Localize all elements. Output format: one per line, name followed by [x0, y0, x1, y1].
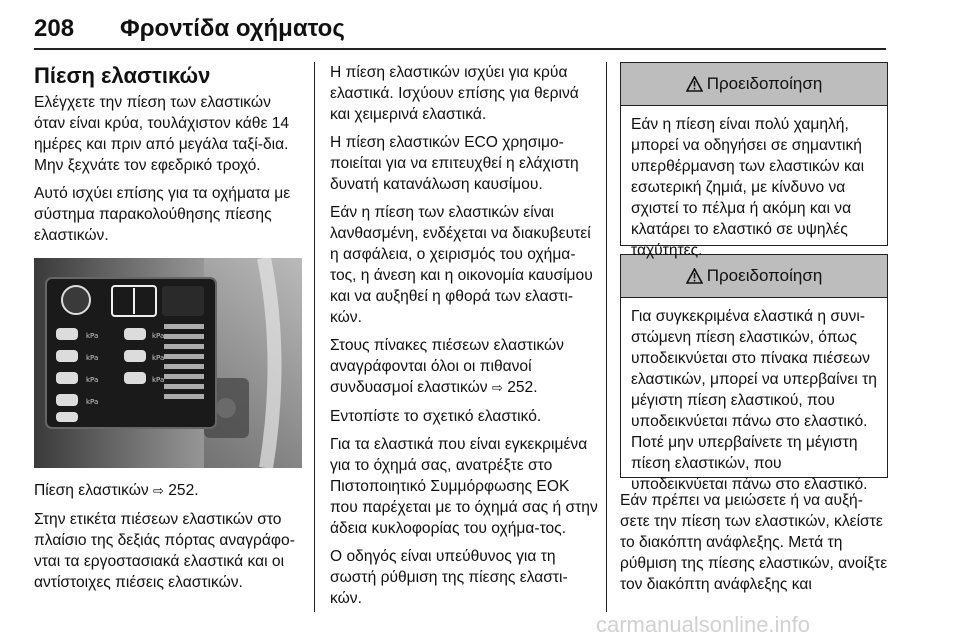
warning-title: Προειδοποίηση	[706, 266, 823, 285]
column-2	[330, 62, 598, 616]
page-number: 208	[34, 15, 75, 42]
paragraph: Η πίεση ελαστικών ισχύει για κρύα ελαστικά. Ισχύουν επίσης για θερινά και χειμερινά ελαστικά.	[330, 64, 579, 123]
warning-box	[620, 62, 888, 259]
page-reference-arrow-icon: ⇨	[153, 484, 164, 499]
paragraph: Αυτό ισχύει επίσης για τα οχήματα με σύστημα παρακολούθησης πίεσης ελαστικών.	[34, 185, 291, 244]
reference-text: Στους πίνακες πιέσεων ελαστικών αναγράφονται όλοι οι πιθανοί συνδυασμοί ελαστικών	[330, 337, 564, 396]
watermark: carmanualsonline.info	[596, 612, 811, 637]
column-divider	[606, 62, 607, 612]
warning-triangle-icon	[686, 268, 703, 284]
paragraph: Στην ετικέτα πιέσεων ελαστικών στο πλαίσιο της δεξιάς πόρτας αναγράφο-νται τα εργοστασιακά ελαστικά και οι αντίστοιχες πιέσεις ελαστικών.	[34, 511, 295, 591]
photo-kpa-label: kPa	[86, 354, 99, 362]
warning-body	[621, 106, 887, 269]
paragraph-with-reference	[34, 480, 302, 502]
paragraph: Για τα ελαστικά που είναι εγκεκριμένα για το όχημά σας, ανατρέξτε στο Πιστοποιητικό Συμμόρφωσης ΕΟΚ που παρέχεται με το όχημά σας ή στην άδεια κυκλοφορίας του οχήμα-τος.	[330, 436, 598, 537]
page-reference[interactable]: 252.	[507, 379, 538, 396]
photo-kpa-label: kPa	[86, 376, 99, 384]
photo-kpa-label: kPa	[152, 332, 165, 340]
paragraph-with-reference	[330, 335, 598, 399]
photo-kpa-label: kPa	[152, 354, 165, 362]
warning-header	[621, 63, 887, 106]
section-title: Φροντίδα οχήματος	[120, 15, 345, 42]
page-reference[interactable]: 252.	[168, 482, 199, 499]
column-1	[34, 62, 302, 600]
warning-title: Προειδοποίηση	[706, 74, 823, 93]
page-header	[34, 6, 886, 50]
paragraph: Εάν η πίεση των ελαστικών είναι λανθασμένη, ενδέχεται να διακυβευτεί η ασφάλεια, ο χειρισμός του οχήμα-τος, η άνεση και η οικονομία καυσίμου και να αυξηθεί η φθορά των ελαστι-κών.	[330, 204, 593, 326]
column-divider	[314, 62, 315, 612]
reference-text: Πίεση ελαστικών	[34, 482, 153, 499]
paragraph: Ελέγχετε την πίεση των ελαστικών όταν είναι κρύα, τουλάχιστον κάθε 14 ημέρες και πριν από μεγάλα ταξί-δια. Μην ξεχνάτε τον εφεδρικό τροχό.	[34, 94, 290, 174]
warning-body	[621, 298, 887, 503]
paragraph: Εάν πρέπει να μειώσετε ή να αυξή-σετε την πίεση των ελαστικών, κλείστε το διακόπτη ανάφλεξης. Μετά τη ρύθμιση της πίεσης ελαστικών, ανοίξτε τον διακόπτη ανάφλεξης και	[620, 492, 888, 593]
photo-kpa-label: kPa	[86, 398, 99, 406]
warning-text: Για συγκεκριμένα ελαστικά η συνι-στώμενη πίεση ελαστικών, όπως υποδεικνύεται στο πίνακα πιέσεων ελαστικών, μπορεί να υπερβαίνει τη μέγιστη πίεση ελαστικού, που υποδεικνύεται πάνω στο ελαστικό. Ποτέ μην υπερβαίνετε τη μέγιστη πίεση ελαστικών, που υποδεικνύεται πάνω στο ελαστικό.	[631, 308, 877, 493]
heading-tire-pressure: Πίεση ελαστικών	[34, 63, 211, 88]
photo-kpa-label: kPa	[86, 332, 99, 340]
photo-kpa-label: kPa	[152, 376, 165, 384]
paragraph: Ο οδηγός είναι υπεύθυνος για τη σωστή ρύθμιση της πίεσης ελαστι-κών.	[330, 548, 568, 607]
paragraph: Η πίεση ελαστικών ECO χρησιμο-ποιείται για να επιτευχθεί η ελάχιστη δυνατή κατανάλωση καυσίμου.	[330, 134, 579, 193]
warning-box	[620, 254, 888, 493]
warning-triangle-icon	[686, 76, 703, 92]
warning-text: Εάν η πίεση είναι πολύ χαμηλή, μπορεί να οδηγήσει σε σημαντική υπερθέρμανση των ελαστικών και εσωτερική ζημιά, με κίνδυνο να σχιστεί το πέλμα ή ακόμη και να κλατάρει το ελαστικό σε υψηλές ταχύτητες.	[631, 116, 865, 259]
column-3	[620, 62, 888, 602]
page-reference-arrow-icon: ⇨	[491, 381, 503, 396]
tire-pressure-label-photo	[34, 258, 302, 468]
warning-header	[621, 255, 887, 298]
paragraph: Εντοπίστε το σχετικό ελαστικό.	[330, 408, 542, 425]
